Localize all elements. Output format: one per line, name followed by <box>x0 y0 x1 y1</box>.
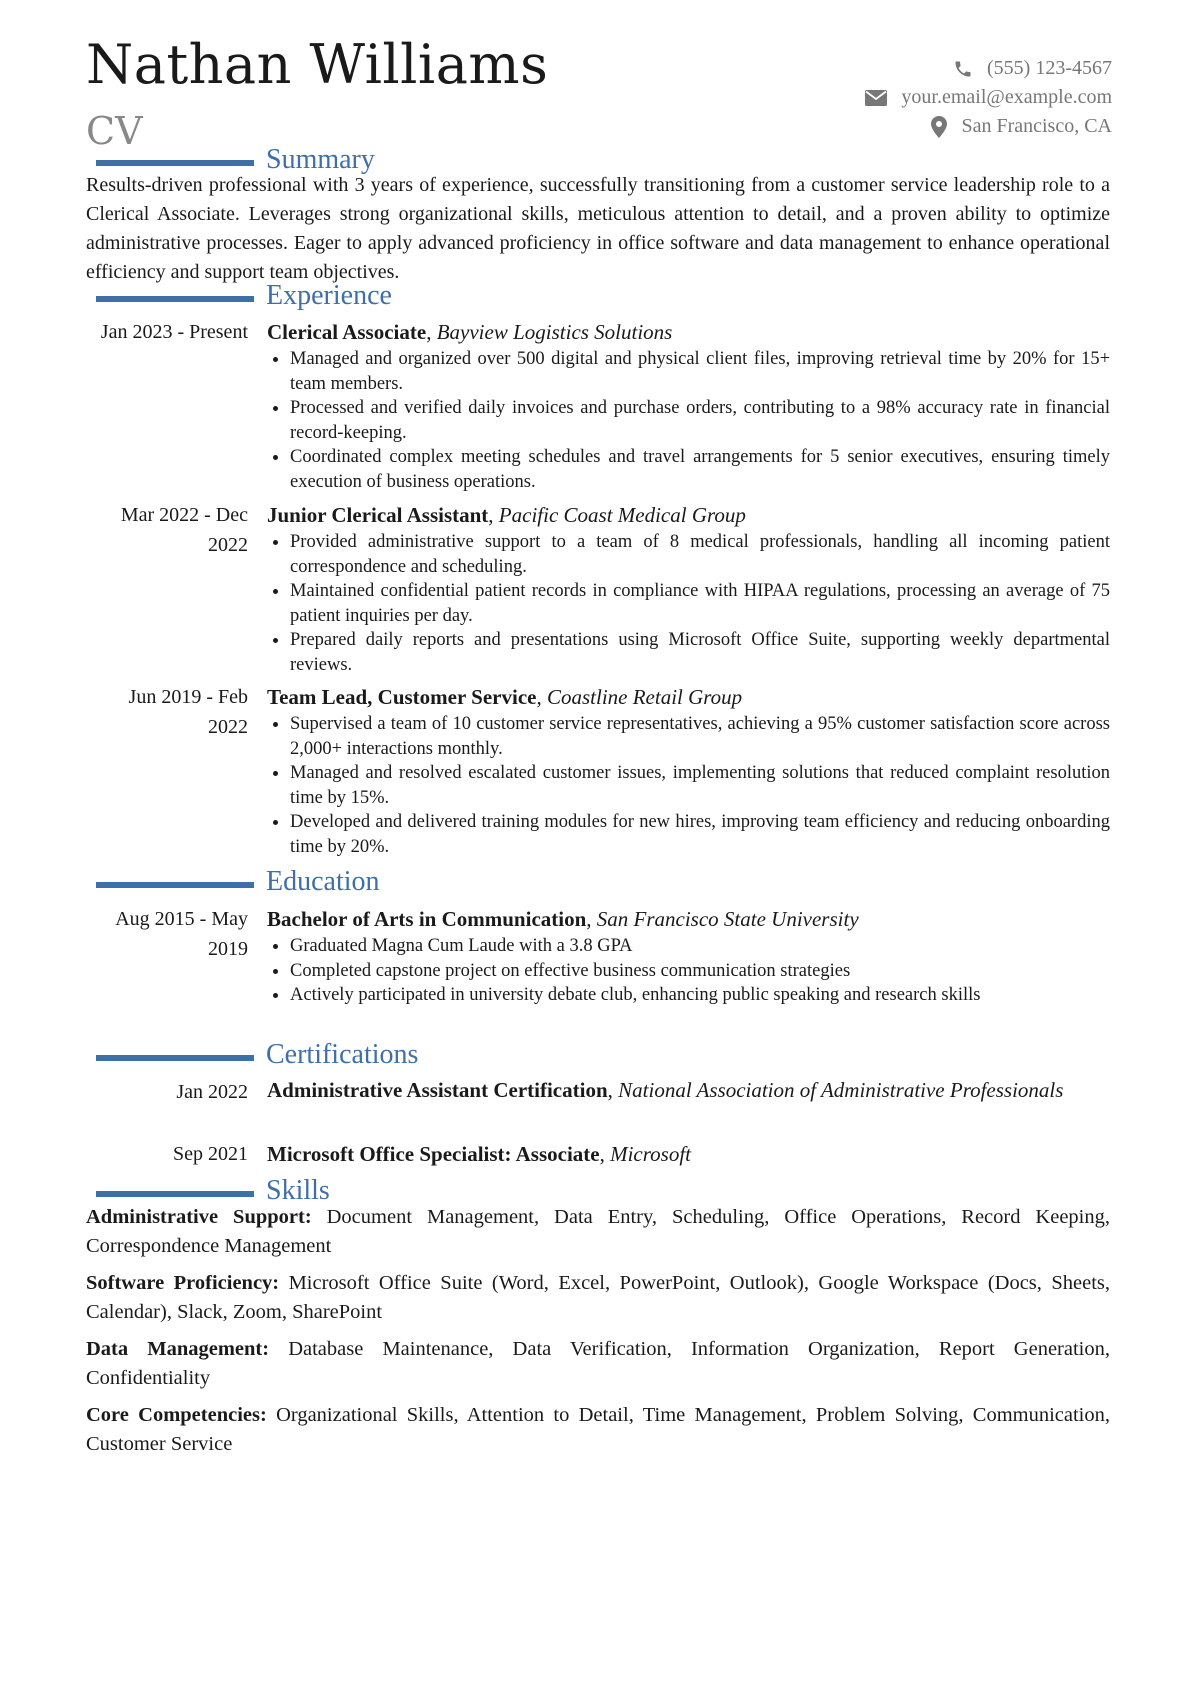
entry-body <box>267 317 1110 494</box>
entry-title: Clerical Associate <box>267 320 427 344</box>
bullet-item: Actively participated in university debate club, enhancing public speaking and research skills <box>267 983 1110 1008</box>
entry-date: Mar 2022 - Dec 2022 <box>120 504 248 556</box>
envelope-icon <box>865 90 887 106</box>
candidate-name: Nathan Williams <box>86 33 549 96</box>
bullet-list <box>267 530 1110 677</box>
section-accent-bar <box>96 1191 254 1197</box>
section-title: Certifications <box>266 1039 419 1070</box>
entry-body <box>267 500 1110 677</box>
entry-title: Junior Clerical Assistant <box>267 503 489 527</box>
entry-organization: Pacific Coast Medical Group <box>498 503 746 527</box>
bullet-list <box>267 712 1110 859</box>
entry-heading: Microsoft Office Specialist: Associate, Microsoft <box>267 1142 691 1166</box>
skill-group-value: Document Management, Data Entry, Scheduling, Office Operations, Record Keeping, Correspondence Management <box>86 1206 1110 1257</box>
skill-group-value: Microsoft Office Suite (Word, Excel, PowerPoint, Outlook), Google Workspace (Docs, Sheets, Calendar), Slack, Zoom, SharePoint <box>86 1272 1110 1323</box>
skill-group-name: Core Competencies: <box>86 1404 267 1426</box>
section-title: Summary <box>266 144 375 175</box>
entry-body <box>267 904 1110 1008</box>
entry-organization: Microsoft <box>610 1142 691 1166</box>
entry-heading: Junior Clerical Assistant, Pacific Coast Medical Group <box>267 503 746 527</box>
bullet-item: Completed capstone project on effective business communication strategies <box>267 959 1110 984</box>
entry-date: Jun 2019 - Feb 2022 <box>128 686 248 738</box>
skill-group <box>86 1401 1110 1459</box>
section-accent-bar <box>96 160 254 166</box>
document-subtitle: CV <box>86 109 143 153</box>
skill-group-name: Software Proficiency: <box>86 1272 280 1294</box>
location-text: San Francisco, CA <box>961 115 1112 137</box>
entry-title: Administrative Assistant Certification <box>267 1078 608 1102</box>
skill-group-value: Organizational Skills, Attention to Detail, Time Management, Problem Solving, Communication, Customer Service <box>86 1404 1111 1455</box>
section-accent-bar <box>96 882 254 888</box>
skill-group <box>86 1269 1110 1327</box>
contact-email[interactable] <box>865 83 1112 112</box>
email-text: your.email@example.com <box>901 86 1112 108</box>
skill-group-name: Data Management: <box>86 1338 270 1360</box>
entry-organization: Bayview Logistics Solutions <box>436 320 673 344</box>
skill-group <box>86 1203 1110 1261</box>
bullet-item: Developed and delivered training modules for new hires, improving team efficiency and reducing onboarding time by 20%. <box>267 810 1110 859</box>
phone-text: (555) 123-4567 <box>987 57 1112 79</box>
bullet-list <box>267 934 1110 1008</box>
entry-date: Jan 2022 <box>176 1081 248 1103</box>
entry-heading: Team Lead, Customer Service, Coastline Retail Group <box>267 685 743 709</box>
summary-text: Results-driven professional with 3 years of experience, successfully transitioning from a customer service leadership role to a Clerical Associate. Leverages strong organizational skills, meticulous attention to detail, and a proven ability to optimize administrative processes. Eager to apply advanced proficiency in office software and data management to enhance operational efficiency and support team objectives. <box>86 174 1110 283</box>
entry-title: Team Lead, Customer Service <box>267 685 537 709</box>
section-accent-bar <box>96 296 254 302</box>
contact-block <box>865 54 1112 141</box>
entry-title: Microsoft Office Specialist: Associate <box>267 1142 600 1166</box>
experience-section-header <box>96 282 392 310</box>
summary-section-header <box>96 146 375 174</box>
bullet-item: Provided administrative support to a team of 8 medical professionals, handling all incoming patient correspondence and scheduling. <box>267 530 1110 579</box>
section-title: Experience <box>266 280 392 311</box>
contact-location <box>865 112 1112 141</box>
entry-heading: Clerical Associate, Bayview Logistics Solutions <box>267 320 673 344</box>
entry-body <box>267 682 1110 859</box>
bullet-item: Processed and verified daily invoices and purchase orders, contributing to a 98% accuracy rate in financial record-keeping. <box>267 396 1110 445</box>
entry-title: Bachelor of Arts in Communication <box>267 907 587 931</box>
skills-section-header <box>96 1177 330 1205</box>
entry-organization: San Francisco State University <box>596 907 859 931</box>
bullet-item: Managed and resolved escalated customer issues, implementing solutions that reduced complaint resolution time by 15%. <box>267 761 1110 810</box>
bullet-item: Prepared daily reports and presentations using Microsoft Office Suite, supporting weekly departmental reviews. <box>267 628 1110 677</box>
skill-group-name: Administrative Support: <box>86 1206 312 1228</box>
section-title: Skills <box>266 1175 330 1206</box>
section-title: Education <box>266 866 380 897</box>
entry-date: Jan 2023 - Present <box>100 321 248 343</box>
entry-date: Aug 2015 - May 2019 <box>115 908 248 960</box>
map-pin-icon <box>931 116 947 138</box>
entry-heading: Bachelor of Arts in Communication, San Francisco State University <box>267 907 859 931</box>
skill-group <box>86 1335 1110 1393</box>
bullet-item: Managed and organized over 500 digital and physical client files, improving retrieval time by 20% for 15+ team members. <box>267 347 1110 396</box>
bullet-item: Maintained confidential patient records in compliance with HIPAA regulations, processing an average of 75 patient inquiries per day. <box>267 579 1110 628</box>
entry-body <box>267 1139 1110 1169</box>
entry-heading: Administrative Assistant Certification, National Association of Administrative Professionals <box>267 1078 1064 1102</box>
bullet-item: Graduated Magna Cum Laude with a 3.8 GPA <box>267 934 1110 959</box>
skill-group-value: Database Maintenance, Data Verification, Information Organization, Report Generation, Confidentiality <box>86 1338 1110 1389</box>
education-section-header <box>96 868 380 896</box>
contact-phone[interactable] <box>865 54 1112 83</box>
entry-organization: National Association of Administrative Professionals <box>618 1078 1064 1102</box>
entry-body <box>267 1077 1110 1104</box>
section-accent-bar <box>96 1055 254 1061</box>
bullet-list <box>267 347 1110 494</box>
entry-organization: Coastline Retail Group <box>546 685 743 709</box>
certifications-section-header <box>96 1041 418 1069</box>
bullet-item: Coordinated complex meeting schedules and travel arrangements for 5 senior executives, ensuring timely execution of business operations. <box>267 445 1110 494</box>
entry-date: Sep 2021 <box>173 1143 248 1165</box>
phone-icon <box>953 59 973 79</box>
bullet-item: Supervised a team of 10 customer service representatives, achieving a 95% customer satisfaction score across 2,000+ interactions monthly. <box>267 712 1110 761</box>
